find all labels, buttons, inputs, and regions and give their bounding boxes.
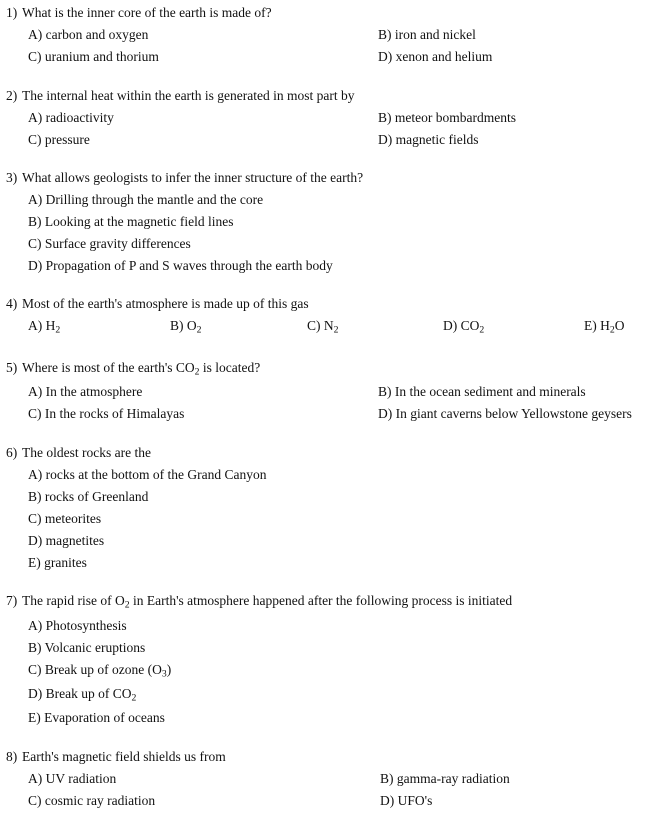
option-a	[28, 468, 266, 482]
option-label: C)	[28, 236, 42, 251]
option-label: C)	[28, 511, 42, 526]
option-label: C)	[307, 318, 321, 333]
option-label: B)	[28, 489, 42, 504]
option-b	[378, 111, 516, 125]
option-label: A)	[28, 467, 43, 482]
option-label: E)	[28, 710, 41, 725]
option-c	[307, 318, 339, 336]
option-text: magnetic fields	[395, 132, 479, 147]
option-text: Surface gravity differences	[44, 236, 191, 251]
option-label: B)	[380, 771, 394, 786]
option-text: $N_2$	[323, 318, 339, 336]
option-a	[28, 111, 114, 125]
question-text: Where is most of the earth's $CO_2$ is located?	[22, 360, 261, 378]
option-b	[28, 490, 148, 504]
question-text: Most of the earth's atmosphere is made up of this gas	[22, 296, 309, 311]
option-text: granites	[44, 555, 87, 570]
option-label: D)	[378, 132, 393, 147]
option-b	[378, 28, 476, 42]
option-b	[28, 641, 145, 655]
option-b	[28, 215, 233, 229]
option-label: D)	[378, 49, 393, 64]
option-text: uranium and thorium	[44, 49, 159, 64]
option-d	[380, 794, 432, 808]
option-text: pressure	[44, 132, 90, 147]
option-label: A)	[28, 110, 43, 125]
option-label: A)	[28, 618, 43, 633]
option-text: In the ocean sediment and minerals	[394, 384, 586, 399]
option-text: Break up of $CO_2$	[45, 686, 137, 704]
question-number: 6)	[6, 445, 18, 460]
option-text: carbon and oxygen	[45, 27, 149, 42]
option-text: magnetites	[45, 533, 105, 548]
option-b	[170, 318, 202, 336]
option-label: A)	[28, 771, 43, 786]
question-stem	[6, 750, 226, 764]
option-d	[378, 50, 492, 64]
option-text: Photosynthesis	[45, 618, 127, 633]
option-text: Volcanic eruptions	[44, 640, 146, 655]
option-label: B)	[170, 318, 184, 333]
question-number: 1)	[6, 5, 18, 20]
option-label: D)	[28, 686, 43, 701]
question-text: Earth's magnetic field shields us from	[22, 749, 226, 764]
option-d	[378, 133, 478, 147]
question-text: The rapid rise of $O_2$ in Earth's atmosphere happened after the following process is initiated	[22, 593, 513, 611]
option-label: C)	[28, 49, 42, 64]
option-text: In giant caverns below Yellowstone geysers	[395, 406, 632, 421]
option-a	[28, 772, 116, 786]
option-text: $H_2O$	[600, 318, 625, 336]
option-a	[28, 193, 263, 207]
option-c	[28, 407, 184, 421]
option-b	[378, 385, 586, 399]
option-a	[28, 619, 127, 633]
option-b	[380, 772, 510, 786]
option-label: E)	[28, 555, 41, 570]
option-label: C)	[28, 132, 42, 147]
question-text: The oldest rocks are the	[22, 445, 151, 460]
option-label: A)	[28, 27, 43, 42]
question-number: 8)	[6, 749, 18, 764]
option-c	[28, 662, 172, 680]
option-label: C)	[28, 793, 42, 808]
option-text: In the atmosphere	[45, 384, 143, 399]
option-text: xenon and helium	[395, 49, 493, 64]
option-text: $H_2$	[45, 318, 61, 336]
option-text: Evaporation of oceans	[44, 710, 165, 725]
question-number: 7)	[6, 593, 18, 608]
option-text: iron and nickel	[394, 27, 476, 42]
question-stem	[6, 446, 151, 460]
option-label: B)	[378, 110, 392, 125]
option-text: rocks of Greenland	[44, 489, 149, 504]
option-label: A)	[28, 318, 43, 333]
option-label: D)	[28, 533, 43, 548]
option-text: gamma-ray radiation	[396, 771, 510, 786]
question-stem	[6, 297, 309, 311]
question-number: 5)	[6, 360, 18, 375]
question-text: What is the inner core of the earth is made of?	[22, 5, 272, 20]
question-stem	[6, 593, 513, 611]
option-label: D)	[443, 318, 458, 333]
question-number: 2)	[6, 88, 18, 103]
question-number: 4)	[6, 296, 18, 311]
option-e	[584, 318, 625, 336]
option-text: $O_2$	[186, 318, 202, 336]
option-text: UFO's	[397, 793, 433, 808]
option-label: A)	[28, 384, 43, 399]
question-text: The internal heat within the earth is generated in most part by	[22, 88, 355, 103]
option-e	[28, 711, 165, 725]
option-label: C)	[28, 406, 42, 421]
option-text: $CO_2$	[460, 318, 485, 336]
option-e	[28, 556, 87, 570]
option-text: Propagation of P and S waves through the earth body	[45, 258, 333, 273]
option-d	[28, 259, 333, 273]
option-text: UV radiation	[45, 771, 117, 786]
option-c	[28, 237, 191, 251]
option-d	[443, 318, 485, 336]
question-stem	[6, 171, 363, 185]
option-d	[28, 534, 104, 548]
question-stem	[6, 6, 272, 20]
option-label: A)	[28, 192, 43, 207]
question-stem	[6, 89, 355, 103]
option-a	[28, 28, 148, 42]
option-label: B)	[378, 27, 392, 42]
option-text: meteorites	[44, 511, 102, 526]
option-d	[28, 686, 137, 704]
option-text: Drilling through the mantle and the core	[45, 192, 264, 207]
option-d	[378, 407, 632, 421]
option-c	[28, 133, 90, 147]
question-number: 3)	[6, 170, 18, 185]
option-label: B)	[378, 384, 392, 399]
option-a	[28, 385, 142, 399]
option-label: D)	[380, 793, 395, 808]
option-text: Looking at the magnetic field lines	[44, 214, 234, 229]
option-c	[28, 50, 159, 64]
option-text: In the rocks of Himalayas	[44, 406, 185, 421]
option-text: Break up of ozone $(O_3)$	[44, 662, 172, 680]
option-a	[28, 318, 61, 336]
question-text: What allows geologists to infer the inner structure of the earth?	[22, 170, 364, 185]
question-stem	[6, 360, 261, 378]
option-label: D)	[378, 406, 393, 421]
option-text: rocks at the bottom of the Grand Canyon	[45, 467, 267, 482]
option-label: E)	[584, 318, 597, 333]
option-label: B)	[28, 640, 42, 655]
option-label: C)	[28, 662, 42, 677]
option-c	[28, 794, 155, 808]
option-text: cosmic ray radiation	[44, 793, 156, 808]
option-label: D)	[28, 258, 43, 273]
option-c	[28, 512, 101, 526]
option-label: B)	[28, 214, 42, 229]
option-text: radioactivity	[45, 110, 114, 125]
option-text: meteor bombardments	[394, 110, 516, 125]
